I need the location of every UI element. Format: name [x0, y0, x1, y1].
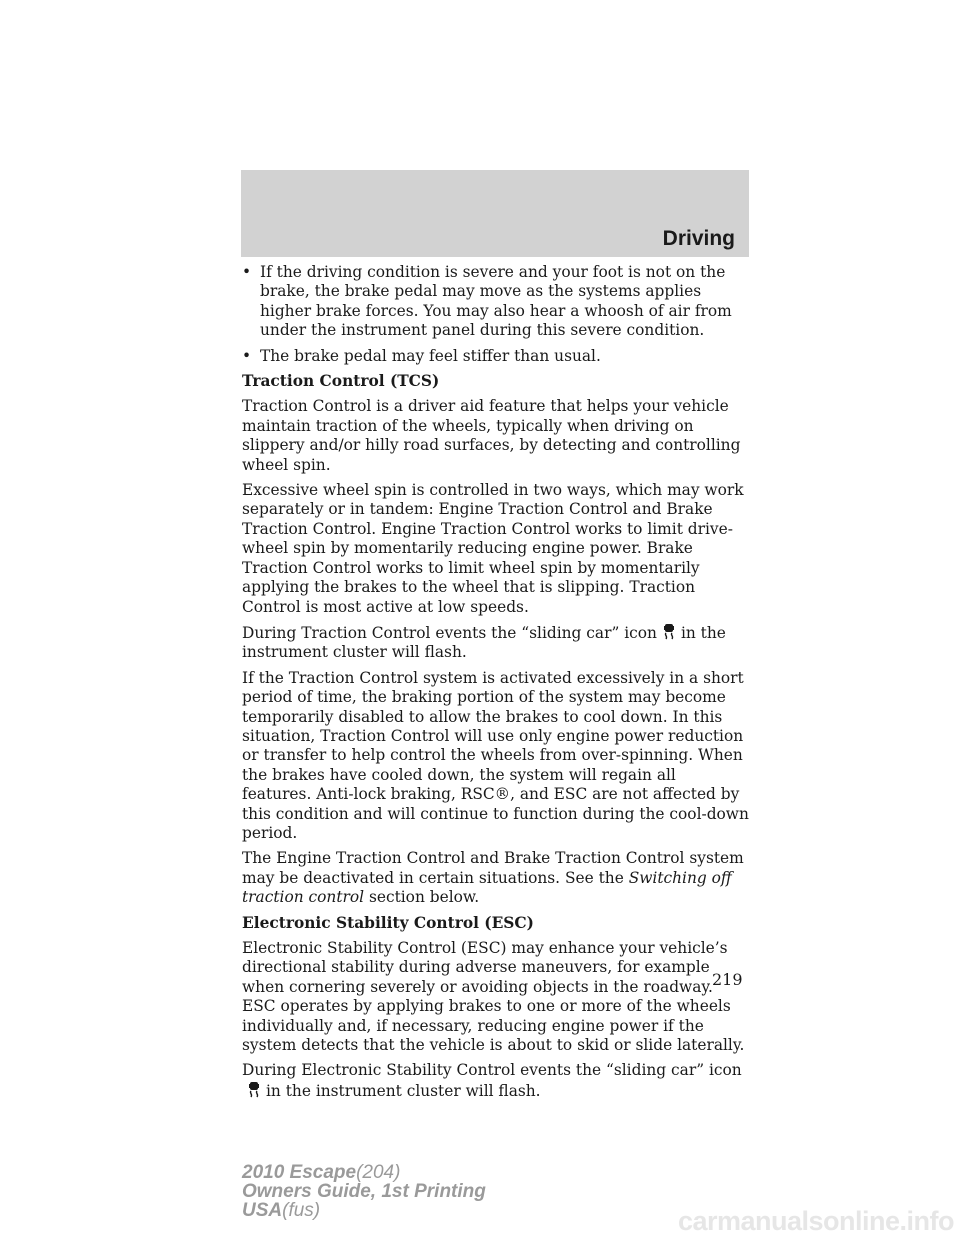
esc-paragraph-1: Electronic Stability Control (ESC) may enhance your vehicle’s directional stability during adverse maneuvers, for example when cornering severely or avoiding objects in the roadway. ESC operates by applying brakes to one or more of the wheels individually and, if necessary, reducing engine power if the system detects that the vehicle is about to skid or slide laterally. [242, 939, 745, 1055]
section-title: Driving [662, 227, 735, 250]
bullet-symbol: • [242, 346, 252, 365]
sliding-car-icon [246, 1081, 262, 1099]
footer-line-1 [242, 1163, 486, 1182]
bullet-item [242, 347, 750, 366]
tcs-p3-before: During Traction Control events the “sliding car” icon [242, 623, 657, 642]
bullet-text: If the driving condition is severe and your foot is not on the brake, the brake pedal may move as the systems applies higher brake forces. You may also hear a whoosh of air from under the instrument panel during this severe condition. [260, 263, 732, 340]
footer-region-code: (fus) [282, 1200, 321, 1221]
bullet-text: The brake pedal may feel stiffer than usual. [260, 346, 601, 365]
footer-model: 2010 Escape [242, 1162, 357, 1183]
tcs-p5-after: section below. [364, 888, 480, 907]
tcs-paragraph-3 [242, 623, 750, 663]
print-footer [242, 1163, 486, 1220]
tcs-p5-before: The Engine Traction Control and Brake Traction Control system may be deactivated in certain situations. See the [242, 849, 744, 887]
section-header-band [241, 170, 749, 257]
tcs-heading: Traction Control (TCS) [242, 372, 440, 391]
esc-paragraph-2 [242, 1061, 750, 1101]
tcs-p3-after: in the instrument cluster will flash. [242, 623, 726, 662]
footer-line-2: Owners Guide, 1st Printing [242, 1181, 486, 1202]
esc-p2-before: During Electronic Stability Control events the “sliding car” icon [242, 1061, 742, 1080]
switching-off-traction-control-reference: Switching off traction control [242, 868, 732, 907]
tcs-paragraph-5 [242, 849, 750, 907]
footer-model-code: (204) [356, 1162, 401, 1183]
footer-region: USA [242, 1200, 283, 1221]
tcs-paragraph-2: Excessive wheel spin is controlled in two ways, which may work separately or in tandem: Engine Traction Control and Brake Traction Control. Engine Traction Control works to limit drive-wheel spin by momentarily reducing engine power. Brake Traction Control works to limit wheel spin by momentarily applying the brakes to the wheel that is slipping. Traction Control is most active at low speeds. [242, 481, 744, 616]
page-number: 219 [712, 970, 743, 989]
tcs-paragraph-1: Traction Control is a driver aid feature that helps your vehicle maintain traction of the wheels, typically when driving on slippery and/or hilly road surfaces, by detecting and controlling wheel spin. [242, 397, 741, 474]
page-content [242, 263, 750, 1107]
footer-line-3 [242, 1201, 486, 1220]
tcs-paragraph-4: If the Traction Control system is activated excessively in a short period of time, the braking portion of the system may become temporarily disabled to allow the brakes to cool down. In this situation, Traction Control will use only engine power reduction or transfer to help control the wheels from over-spinning. When the brakes have cooled down, the system will regain all features. Anti-lock braking, RSC®, and ESC are not affected by this condition and will continue to function during the cool-down period. [242, 668, 749, 842]
bullet-item [242, 263, 750, 341]
bullet-symbol: • [242, 263, 252, 281]
watermark: carmanualsonline.info [677, 1206, 954, 1236]
esc-p2-after: in the instrument cluster will flash. [266, 1081, 541, 1100]
sliding-car-icon [661, 623, 677, 641]
esc-heading: Electronic Stability Control (ESC) [242, 913, 534, 932]
